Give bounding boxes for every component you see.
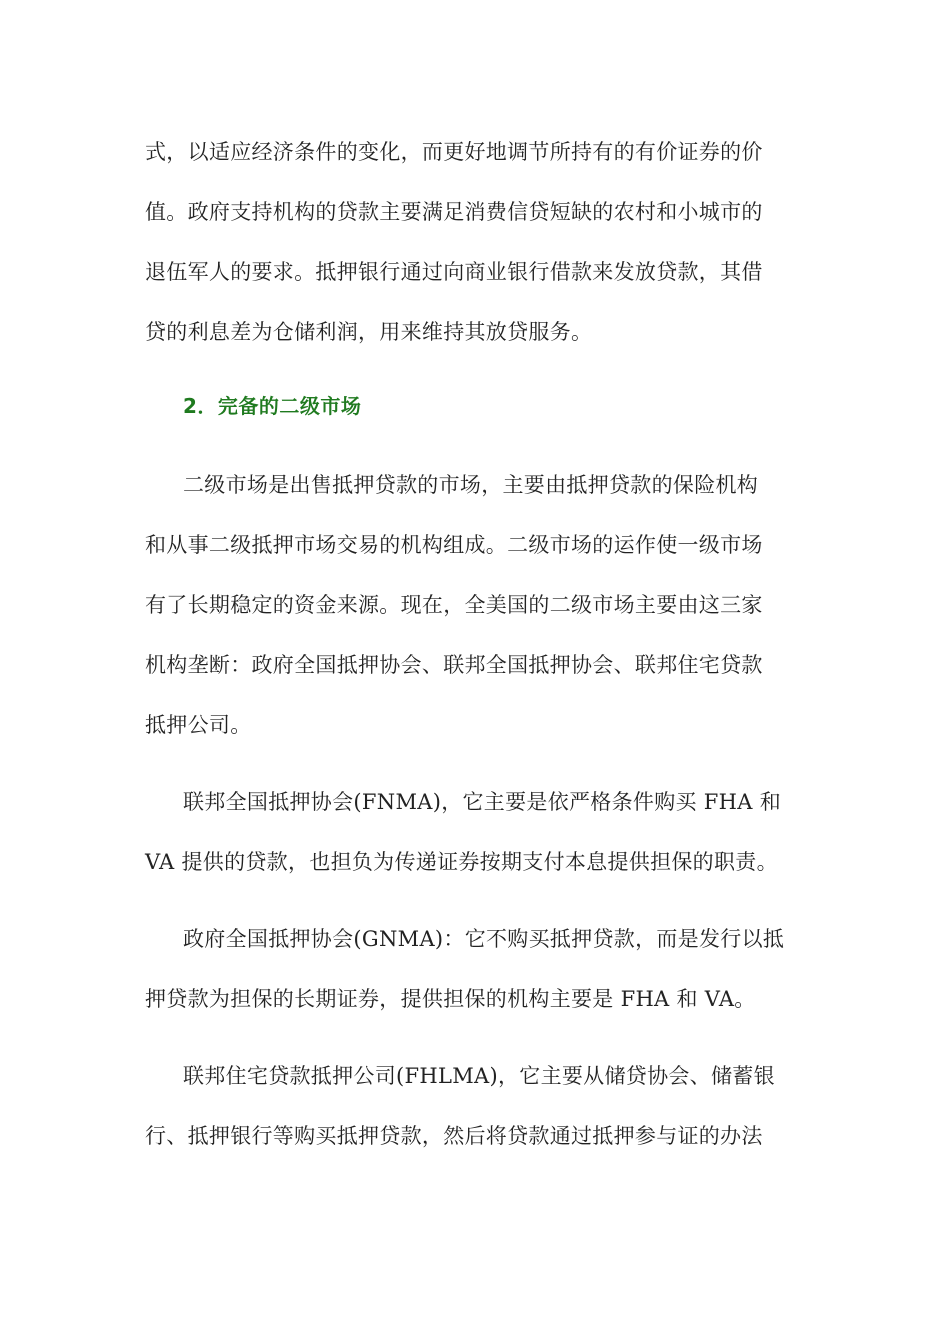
text-line: 式，以适应经济条件的变化，而更好地调节所持有的有价证券的价 bbox=[145, 140, 763, 164]
text-line: VA 提供的贷款，也担负为传递证券按期支付本息提供担保的职责。 bbox=[145, 850, 778, 874]
text-line: 二级市场是出售抵押贷款的市场，主要由抵押贷款的保险机构 bbox=[183, 473, 759, 497]
text-line: 行、抵押银行等购买抵押贷款，然后将贷款通过抵押参与证的办法 bbox=[145, 1124, 763, 1148]
text-line: 联邦住宅贷款抵押公司(FHLMA)，它主要从储贷协会、储蓄银 bbox=[183, 1064, 775, 1088]
text-line: 政府全国抵押协会(GNMA)：它不购买抵押贷款，而是发行以抵 bbox=[183, 927, 785, 951]
text-line: 机构垄断：政府全国抵押协会、联邦全国抵押协会、联邦住宅贷款 bbox=[145, 653, 763, 677]
text-line: 退伍军人的要求。抵押银行通过向商业银行借款来发放贷款，其借 bbox=[145, 260, 763, 284]
text-line: 押贷款为担保的长期证券，提供担保的机构主要是 FHA 和 VA。 bbox=[145, 987, 756, 1011]
text-line: 联邦全国抵押协会(FNMA)，它主要是依严格条件购买 FHA 和 bbox=[183, 790, 781, 814]
text-line: 有了长期稳定的资金来源。现在，全美国的二级市场主要由这三家 bbox=[145, 593, 763, 617]
text-line: 值。政府支持机构的贷款主要满足消费信贷短缺的农村和小城市的 bbox=[145, 200, 763, 224]
text-line: 和从事二级抵押市场交易的机构组成。二级市场的运作使一级市场 bbox=[145, 533, 763, 557]
text-line: 抵押公司。 bbox=[145, 713, 252, 737]
text-line: 贷的利息差为仓储利润，用来维持其放贷服务。 bbox=[145, 320, 593, 344]
section-heading: 2．完备的二级市场 bbox=[183, 394, 362, 418]
